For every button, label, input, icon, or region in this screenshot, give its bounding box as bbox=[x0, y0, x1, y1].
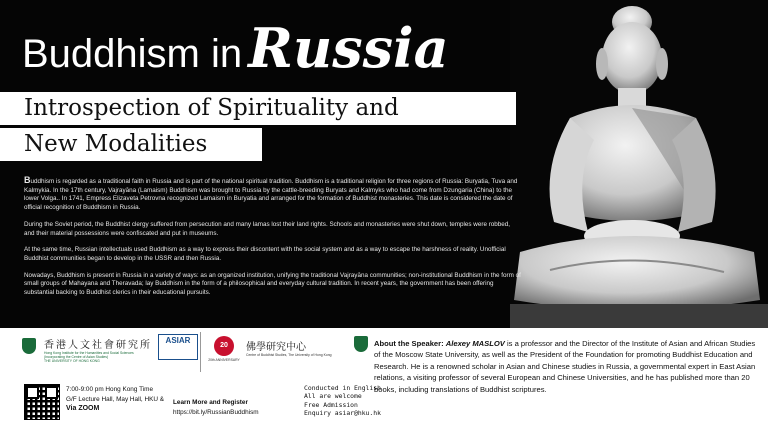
poster-title bbox=[22, 16, 449, 80]
hkihss-name-en2: (Incorporating the Centre of Asian Studies) bbox=[44, 355, 109, 359]
paragraph-4: Nowadays, Buddhism is present in Russia in a variety of ways: as an organized institution, unifying the traditional Vajrayāna communities; non-institutional Buddhism in the form of small groups of Mahayana and Theravada; lay Buddhism in the form of a philosophical and everyday cultural tradition. In recent years, the government has been offering substantial backing to Buddhist clerics in their educational pursuits. bbox=[24, 271, 521, 297]
anniversary-label: 20th ANNIVERSARY bbox=[208, 358, 240, 362]
subtitle-line1: Introspection of Spirituality and bbox=[0, 92, 516, 125]
speaker-bio bbox=[374, 338, 762, 395]
speaker-name: Alexey MASLOV bbox=[445, 339, 505, 348]
paragraph-2: During the Soviet period, the Buddhist clergy suffered from persecution and many lamas lost their land rights. Schools and monasteries were shut down, temples were robbed, and their material possessions were confiscated and put in museums. bbox=[24, 220, 511, 237]
subtitle-line2: New Modalities bbox=[0, 128, 262, 161]
anniversary-emblem-icon: 20 bbox=[214, 336, 234, 356]
cbs-logo bbox=[246, 338, 350, 357]
info-admission: Free Admission bbox=[304, 400, 358, 409]
event-venue: G/F Lecture Hall, May Hall, HKU & bbox=[66, 395, 165, 403]
event-info bbox=[304, 384, 381, 418]
hku-crest-icon bbox=[354, 336, 368, 352]
cbs-name-cn: 佛學研究中心 bbox=[246, 342, 306, 353]
footer-panel bbox=[0, 328, 768, 432]
hkihss-name-en3: THE UNIVERSITY OF HONG KONG bbox=[44, 359, 100, 363]
hkihss-name-en: Hong Kong Institute for the Humanities and Social Sciences bbox=[44, 351, 134, 355]
buddha-statue bbox=[510, 0, 768, 328]
title-line2: Russia bbox=[248, 16, 449, 80]
info-welcome: All are welcome bbox=[304, 392, 362, 401]
paragraph-3: At the same time, Russian intellectuals used Buddhism as a way to express their discontent with the social system and as a way to escape the harshness of reality. Unofficial Buddhist communities began to develop in the USSR and then Russia. bbox=[24, 246, 506, 262]
logo-strip bbox=[22, 330, 372, 378]
cbs-name-en: Centre of Buddhist Studies, The University of Hong Kong bbox=[246, 353, 332, 357]
description bbox=[24, 176, 521, 306]
event-details bbox=[66, 385, 164, 414]
anniversary-logo bbox=[206, 336, 242, 362]
title-line1: Buddhism in bbox=[22, 32, 243, 76]
info-enquiry[interactable]: Enquiry asiar@hku.hk bbox=[304, 409, 381, 418]
hkihss-name-cn: 香港人文社會研究所 bbox=[44, 340, 152, 351]
speaker-description: is a professor and the Director of the Institute of Asian and African Studies of the Moscow State University, as well as the President of the Foundation for promoting Buddhist Education and Research. He is a renowned scholar in Asian and Chinese studies in Russia, a governmental expert in East Asian relations, a visiting professor of several European and Chinese Universities, and he has published more than 20 books, including translations of Buddhist scriptures. bbox=[374, 339, 756, 394]
speaker-label: About the Speaker: bbox=[374, 339, 444, 348]
qr-code-icon[interactable] bbox=[24, 384, 60, 420]
logo-divider bbox=[200, 332, 201, 372]
register-title: Learn More and Register bbox=[173, 399, 248, 406]
hkihss-logo bbox=[44, 336, 152, 363]
info-language: Conducted in English bbox=[304, 384, 381, 392]
register-block bbox=[173, 398, 259, 417]
event-time: 7:00-9:00 pm Hong Kong Time bbox=[66, 386, 154, 393]
paragraph-1: Buddhism is regarded as a traditional faith in Russia and is part of the national spiritual tradition. Buddhism is a traditional religion for three regions of Russia: Buryatia, Tuva and Kalmykia. In the 17th century, Vajrayāna (Lamaism) Buddhism was brought to Russia by the cattle-breeding Buryats and Kalmyks who had come from Dzungaria (China) to the lower Volga.. In 1741, Empress Elizaveta Petrovna recognized Lamaism in Buryatia and arranged for the formation of Buddhist monasteries. This date is considered the date of official recognition of Buddhism in Russia. bbox=[24, 175, 518, 212]
hku-crest-icon bbox=[22, 338, 36, 354]
asiar-logo: ASIAR bbox=[158, 334, 198, 360]
register-link[interactable]: https://bit.ly/RussianBuddhism bbox=[173, 408, 259, 416]
event-zoom: Via ZOOM bbox=[66, 405, 100, 412]
